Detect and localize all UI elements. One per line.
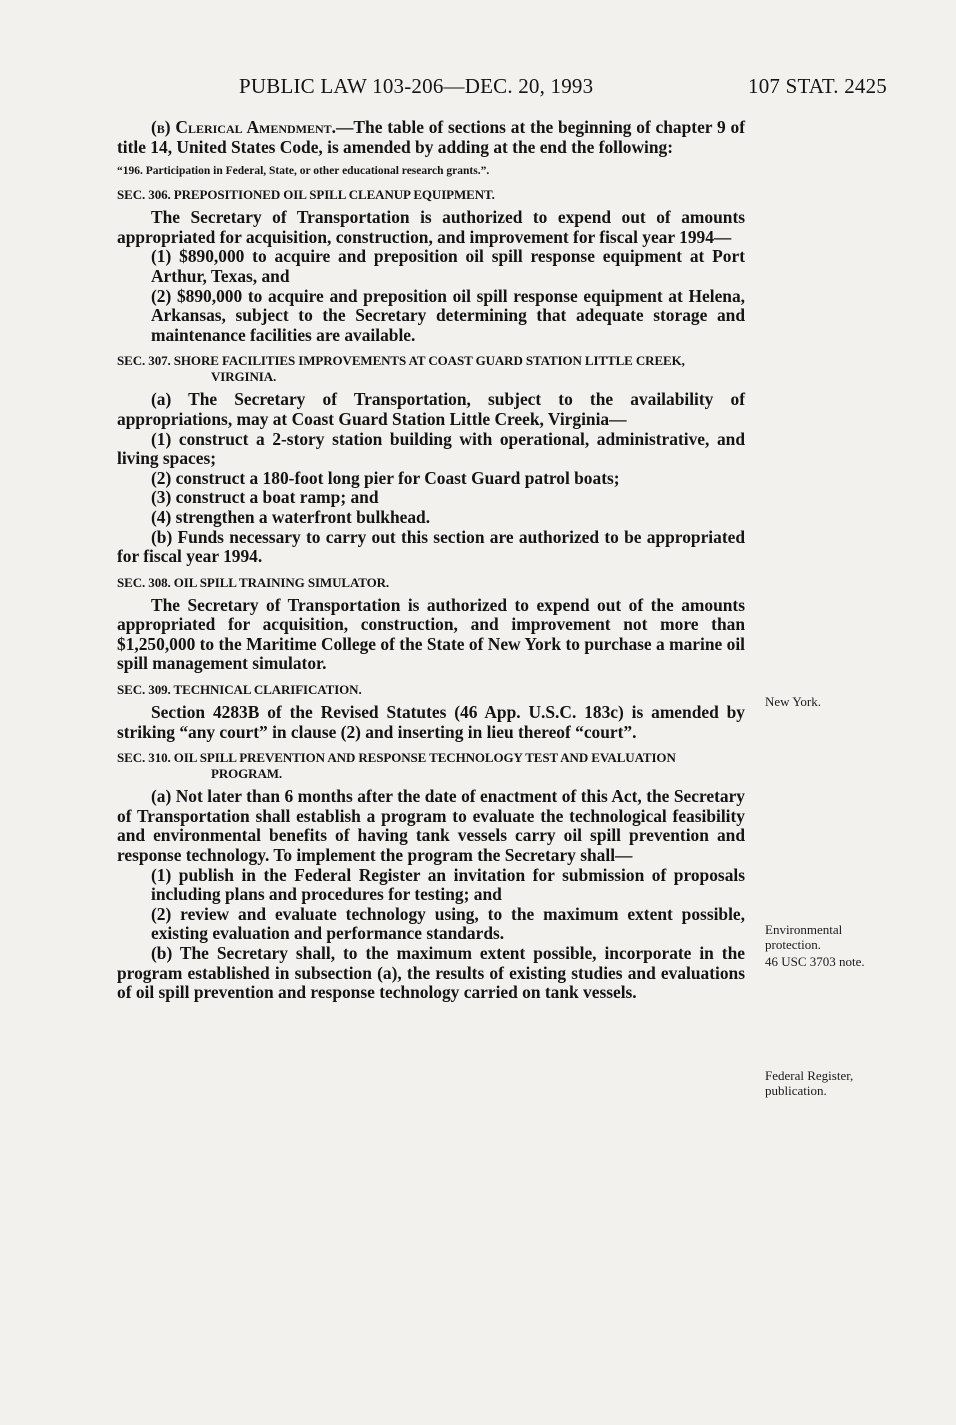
sec-306-paragraph-2: (2) $890,000 to acquire and preposition oil spill response equipment at Helena, Arkansas, subject to the Secretary determining that adequate storage and maintenance facilities are available. — [151, 285, 745, 345]
sec-309-heading: SEC. 309. TECHNICAL CLARIFICATION. — [117, 682, 362, 698]
sec-307-subsection-a: (a) The Secretary of Transportation, subject to the availability of appropriations, may at Coast Guard Station Little Creek, Virginia— — [117, 389, 745, 429]
page-header — [117, 74, 887, 104]
sec-307-paragraph-2: (2) construct a 180-foot long pier for Coast Guard patrol boats; — [151, 467, 620, 488]
sec-310-heading: SEC. 310. OIL SPILL PREVENTION AND RESPONSE TECHNOLOGY TEST AND EVALUATION PROGRAM. — [117, 750, 676, 782]
clerical-amendment-label: (b) Clerical Amendment. — [151, 117, 337, 137]
sec-307-paragraph-4: (4) strengthen a waterfront bulkhead. — [151, 506, 431, 527]
margin-note-federal-register: Federal Register, publication. — [765, 1068, 854, 1098]
table-of-sections-entry: “196. Participation in Federal, State, or other educational research grants.”. — [117, 165, 490, 178]
document-body — [117, 118, 745, 1003]
clerical-amendment — [117, 118, 745, 157]
margin-note-usc-citation: 46 USC 3703 note. — [765, 954, 865, 969]
sec-310-subsection-b: (b) The Secretary shall, to the maximum extent possible, incorporate in the program established in subsection (a), the results of existing studies and evaluations of oil spill prevention and response technology carried on tank vessels. — [117, 943, 745, 1003]
sec-307-subsection-b: (b) Funds necessary to carry out this section are authorized to be appropriated for fiscal year 1994. — [117, 526, 745, 567]
sec-308-text: The Secretary of Transportation is authorized to expend out of the amounts appropriated for acquisition, construction, and improvement not more than $1,250,000 to the Maritime College of the State of New York to purchase a marine oil spill management simulator. — [117, 594, 745, 674]
sec-310-paragraph-2: (2) review and evaluate technology using, to the maximum extent possible, existing evaluation and performance standards. — [151, 903, 745, 944]
sec-310-paragraph-1: (1) publish in the Federal Register an invitation for submission of proposals including plans and procedures for testing; and — [151, 864, 745, 905]
sec-310-subsection-a: (a) Not later than 6 months after the date of enactment of this Act, the Secretary of Transportation shall establish a program to evaluate the technological feasibility and environmental benefits of having tank vessels carry oil spill prevention and response technology. To implement the program the Secretary shall— — [117, 786, 745, 866]
margin-note-environmental-protection: Environmental protection. — [765, 922, 843, 952]
running-title: PUBLIC LAW 103-206—DEC. 20, 1993 — [239, 74, 594, 98]
sec-307-paragraph-1: (1) construct a 2-story station building with operational, administrative, and living spaces; — [117, 428, 745, 469]
sec-308-heading: SEC. 308. OIL SPILL TRAINING SIMULATOR. — [117, 574, 390, 590]
sec-306-paragraph-1: (1) $890,000 to acquire and preposition oil spill response equipment at Port Arthur, Texas, and — [151, 246, 745, 286]
sec-306-intro: The Secretary of Transportation is authorized to expend out of amounts appropriated for acquisition, construction, and improvement for fiscal year 1994— — [117, 207, 745, 247]
sec-306-heading: SEC. 306. PREPOSITIONED OIL SPILL CLEANUP EQUIPMENT. — [117, 187, 495, 203]
clerical-amendment-text: —The table of sections at the beginning of chapter 9 of title 14, United States Code, is amended by adding at the end the following: — [117, 117, 745, 157]
sec-307-paragraph-3: (3) construct a boat ramp; and — [151, 487, 379, 508]
sec-307-heading: SEC. 307. SHORE FACILITIES IMPROVEMENTS AT COAST GUARD STATION LITTLE CREEK, VIRGINIA. — [117, 353, 685, 385]
sec-309-text: Section 4283B of the Revised Statutes (46 App. U.S.C. 183c) is amended by striking “any court” in clause (2) and inserting in lieu thereof “court”. — [117, 702, 745, 742]
statute-page-number: 107 STAT. 2425 — [748, 74, 887, 98]
margin-note-new-york: New York. — [765, 694, 821, 709]
